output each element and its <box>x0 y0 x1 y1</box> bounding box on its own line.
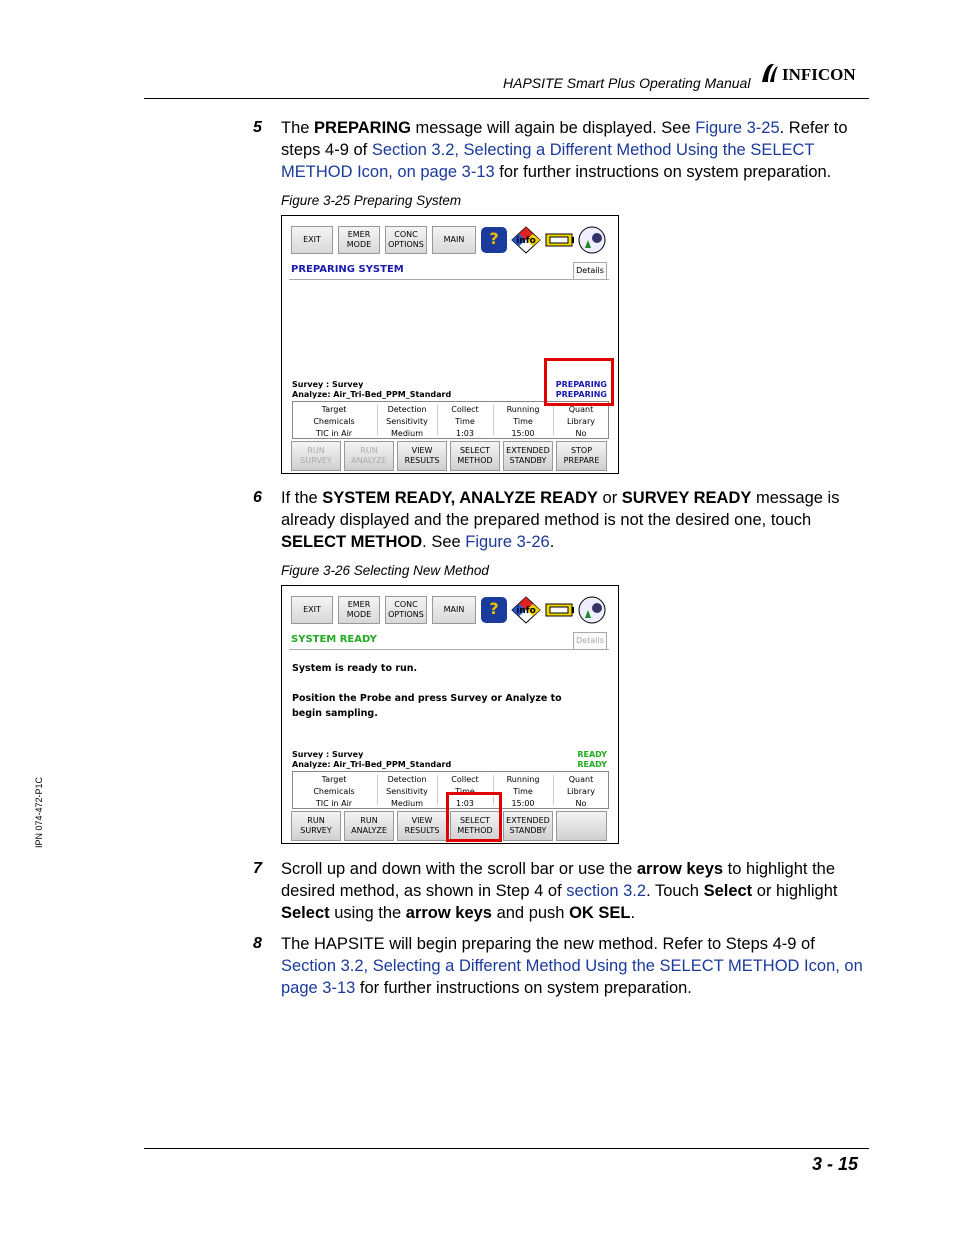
step5-text: The PREPARING message will again be displayed. See Figure 3-25. Refer to steps 4-9 of Section 3.2, Selecting a Different Method Using the SELECT METHOD Icon, on page 3-13 for further instructions on system preparation. <box>281 119 848 181</box>
page-number: 3 - 15 <box>812 1154 859 1174</box>
figure-link[interactable]: Figure 3-26 <box>465 533 550 551</box>
svg-text:info: info <box>516 606 536 616</box>
step8-text: The HAPSITE will begin preparing the new method. Refer to Steps 4-9 of Section 3.2, Selecting a Different Method Using the SELECT METHOD Icon, on page 3-13 for further instructions on system preparation. <box>281 935 863 997</box>
network-icon <box>577 596 607 624</box>
step-number: 5 <box>253 119 262 136</box>
conc-options-button[interactable]: CONC OPTIONS <box>385 226 427 254</box>
step-number: 6 <box>253 489 262 506</box>
select-method-button[interactable]: SELECT METHOD <box>450 441 500 471</box>
exit-button[interactable]: EXIT <box>291 596 333 624</box>
details-button[interactable]: Details <box>573 632 607 650</box>
method-info: Survey : Survey Analyze: Air_Tri-Bed_PPM_Standard <box>292 750 452 769</box>
method-parameters: Target Chemicals TIC in Air Detection Sensitivity Medium Collect Time 1:03 Running Time 15:00 Quant Library No <box>292 401 609 439</box>
step-number: 7 <box>253 860 262 877</box>
instruction-message: begin sampling. <box>292 708 378 719</box>
status-text: SYSTEM READY <box>291 634 377 645</box>
help-icon[interactable] <box>480 596 508 624</box>
help-icon[interactable] <box>480 226 508 254</box>
run-survey-button[interactable]: RUN SURVEY <box>291 441 341 471</box>
highlight-box <box>446 792 502 842</box>
section-link[interactable]: Section 3.2, Selecting a Different Method Using the SELECT METHOD Icon, on page 3-13 <box>281 957 863 997</box>
info-icon[interactable] <box>510 226 542 254</box>
run-analyze-button[interactable]: RUN ANALYZE <box>344 441 394 471</box>
svg-text:INFICON: INFICON <box>782 65 856 84</box>
section-link[interactable]: Section 3.2, Selecting a Different Method Using the SELECT METHOD Icon, on page 3-13 <box>281 141 815 181</box>
method-state: PREPARING PREPARING <box>555 380 607 399</box>
select-method-button[interactable]: SELECT METHOD <box>450 811 500 841</box>
step-number: 8 <box>253 935 262 952</box>
highlight-box <box>544 358 614 406</box>
inficon-logo <box>760 60 872 86</box>
emer-mode-button[interactable]: EMER MODE <box>338 596 380 624</box>
emer-mode-button[interactable]: EMER MODE <box>338 226 380 254</box>
header-rule <box>144 98 869 99</box>
system-ready-screen <box>281 585 619 844</box>
run-analyze-button[interactable]: RUN ANALYZE <box>344 811 394 841</box>
header-title: HAPSITE Smart Plus Operating Manual <box>503 75 751 91</box>
view-results-button[interactable]: VIEW RESULTS <box>397 441 447 471</box>
battery-icon <box>545 226 575 254</box>
status-text: PREPARING SYSTEM <box>291 264 404 275</box>
svg-text:info: info <box>516 236 536 246</box>
figure-link[interactable]: Figure 3-25 <box>695 119 780 137</box>
preparing-system-screen <box>281 215 619 474</box>
method-parameters: Target Chemicals TIC in Air Detection Sensitivity Medium Collect Time 1:03 Running Time 15:00 Quant Library No <box>292 771 609 809</box>
empty-button[interactable] <box>556 811 607 841</box>
battery-icon <box>545 596 575 624</box>
figure-caption: Figure 3-26 Selecting New Method <box>281 563 489 578</box>
instruction-message: Position the Probe and press Survey or Analyze to <box>292 693 562 704</box>
step6-text: If the SYSTEM READY, ANALYZE READY or SURVEY READY message is already displayed and the prepared method is not the desired one, touch SELECT METHOD. See Figure 3-26. <box>281 489 840 551</box>
svg-text:?: ? <box>489 599 499 618</box>
ready-message: System is ready to run. <box>292 663 418 674</box>
footer-rule <box>144 1148 869 1149</box>
extended-standby-button[interactable]: EXTENDED STANDBY <box>503 441 553 471</box>
extended-standby-button[interactable]: EXTENDED STANDBY <box>503 811 553 841</box>
view-results-button[interactable]: VIEW RESULTS <box>397 811 447 841</box>
main-button[interactable]: MAIN <box>432 596 476 624</box>
main-button[interactable]: MAIN <box>432 226 476 254</box>
status-bar <box>289 629 609 650</box>
run-survey-button[interactable]: RUN SURVEY <box>291 811 341 841</box>
network-icon <box>577 226 607 254</box>
details-button[interactable]: Details <box>573 262 607 280</box>
info-icon[interactable] <box>510 596 542 624</box>
conc-options-button[interactable]: CONC OPTIONS <box>385 596 427 624</box>
status-bar <box>289 259 609 280</box>
method-state: READY READY <box>577 750 607 769</box>
svg-text:?: ? <box>489 229 499 248</box>
exit-button[interactable]: EXIT <box>291 226 333 254</box>
figure-caption: Figure 3-25 Preparing System <box>281 193 462 208</box>
method-info: Survey : Survey Analyze: Air_Tri-Bed_PPM_Standard <box>292 380 452 399</box>
section-link[interactable]: section 3.2 <box>566 882 647 900</box>
step7-text: Scroll up and down with the scroll bar or use the arrow keys to highlight the desired method, as shown in Step 4 of section 3.2. Touch Select or highlight Select using the arrow keys and push OK SEL. <box>281 860 838 922</box>
stop-prepare-button[interactable]: STOP PREPARE <box>556 441 607 471</box>
ipn-label: IPN 074-472-P1C <box>34 776 44 848</box>
